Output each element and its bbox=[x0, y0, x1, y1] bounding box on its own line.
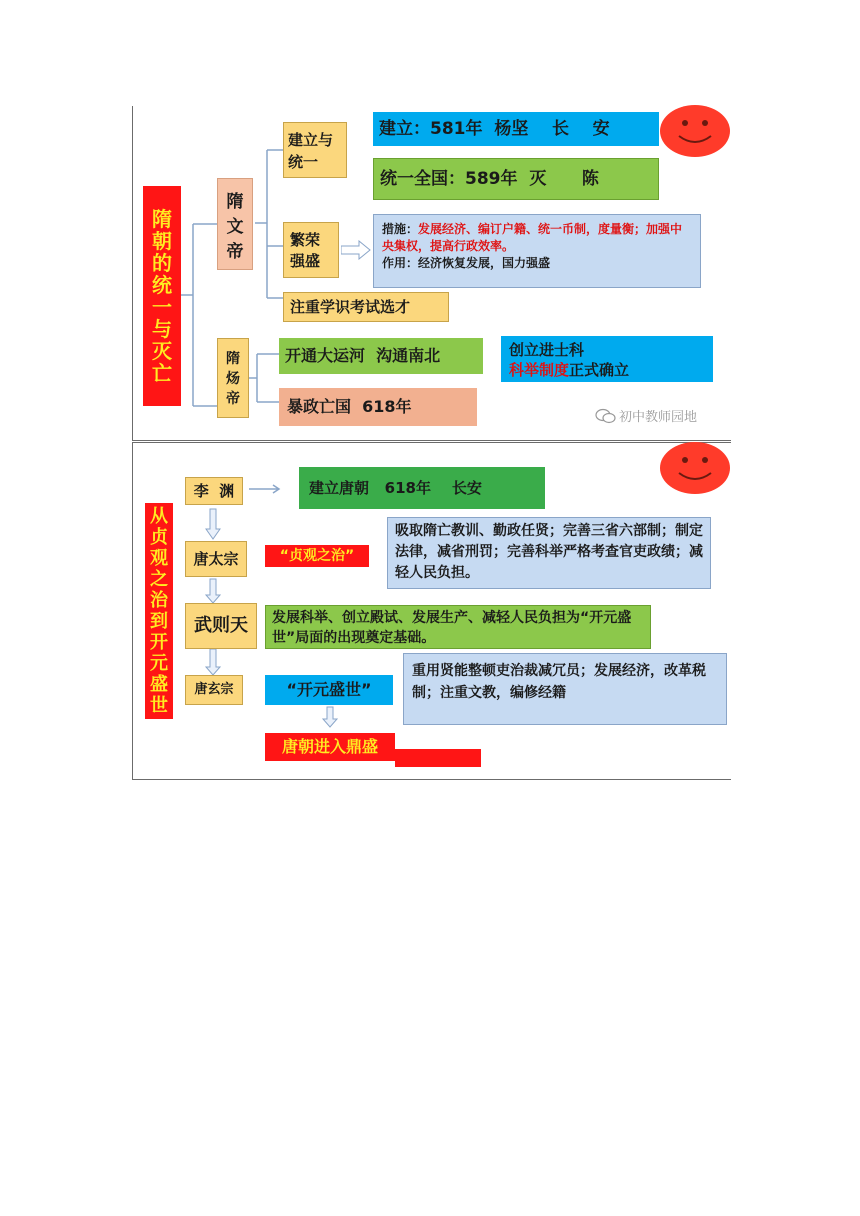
effect-text: 作用：经济恢复发展，国力强盛 bbox=[382, 256, 551, 270]
smiley-face-icon bbox=[657, 104, 731, 160]
keju-rest: 正式确立 bbox=[569, 361, 630, 379]
sui-panel bbox=[132, 106, 731, 441]
zhenguan-label: “贞观之治” bbox=[265, 545, 369, 567]
wuzetian-label: 武则天 bbox=[185, 603, 257, 649]
down-arrow-icon bbox=[206, 649, 220, 675]
unify-detail: 统一全国：589年 灭 陈 bbox=[373, 158, 659, 200]
measures-box bbox=[373, 214, 701, 288]
down-arrow-icon bbox=[323, 707, 337, 727]
yangdi-char: 炀 bbox=[226, 371, 240, 387]
tang-title-char: 到 bbox=[150, 611, 168, 632]
keju-red: 科举制度 bbox=[509, 361, 570, 379]
wechat-icon bbox=[595, 408, 617, 424]
watermark-text: 初中教师园地 bbox=[619, 410, 698, 425]
tyranny-label: 暴政亡国 618年 bbox=[279, 388, 477, 426]
sui-title-char: 亡 bbox=[152, 361, 172, 385]
taizong-label: 唐太宗 bbox=[185, 541, 247, 577]
prosper-label: 繁荣强盛 bbox=[283, 222, 339, 278]
canal-label: 开通大运河 沟通南北 bbox=[279, 338, 483, 374]
tang-title-char: 观 bbox=[150, 548, 168, 569]
sui-title-char: 与 bbox=[152, 317, 172, 341]
xuanzong-detail: 重用贤能整顿吏治裁减冗员；发展经济，改革税制；注重文教，编修经籍 bbox=[403, 653, 727, 725]
tang-panel bbox=[132, 442, 731, 780]
keju-line1: 创立进士科 bbox=[509, 341, 585, 359]
wendi-label bbox=[217, 178, 253, 270]
down-arrow-icon bbox=[206, 579, 220, 603]
establish-detail: 建立：581年 杨坚 长 安 bbox=[373, 112, 659, 146]
wuzetian-detail: 发展科举、创立殿试、发展生产、减轻人民负担为“开元盛世”局面的出现奠定基础。 bbox=[265, 605, 651, 649]
red-bar bbox=[395, 749, 481, 767]
wendi-char: 隋 bbox=[226, 191, 244, 212]
exam-label: 注重学识考试选才 bbox=[283, 292, 449, 322]
tang-title-char: 世 bbox=[150, 695, 168, 716]
down-arrow-icon bbox=[206, 509, 220, 539]
measures-prefix: 措施： bbox=[382, 222, 419, 236]
wendi-char: 文 bbox=[226, 216, 244, 237]
liyuan-detail: 建立唐朝 618年 长安 bbox=[299, 467, 545, 509]
tang-title-char: 之 bbox=[150, 569, 168, 590]
sui-title-char: 灭 bbox=[152, 339, 172, 363]
sui-title-char: 一 bbox=[152, 295, 172, 319]
taizong-detail: 吸取隋亡教训、勤政任贤；完善三省六部制；制定法律，减省刑罚；完善科举严格考查官吏政绩；减轻人民负担。 bbox=[387, 517, 711, 589]
sui-title-char: 朝 bbox=[152, 229, 172, 253]
sui-title-char: 的 bbox=[152, 251, 172, 275]
right-arrow-icon bbox=[249, 485, 279, 493]
tang-title-char: 盛 bbox=[150, 674, 168, 695]
dingsheng-label: 唐朝进入鼎盛 bbox=[265, 733, 395, 761]
kaiyuan-label: “开元盛世” bbox=[265, 675, 393, 705]
tang-title-char: 从 bbox=[150, 506, 168, 527]
right-arrow-icon bbox=[341, 240, 371, 260]
measures-text: 发展经济、编订户籍、统一币制，度量衡；加强中央集权，提高行政效率。 bbox=[382, 222, 683, 253]
sui-title bbox=[143, 186, 181, 406]
wendi-char: 帝 bbox=[226, 241, 244, 262]
watermark bbox=[595, 406, 697, 425]
tang-title-char: 贞 bbox=[150, 527, 168, 548]
sui-title-char: 统 bbox=[152, 273, 172, 297]
yangdi-char: 隋 bbox=[226, 351, 240, 367]
yangdi-char: 帝 bbox=[226, 391, 240, 407]
sui-title-char: 隋 bbox=[152, 207, 172, 231]
keju-box bbox=[501, 336, 713, 382]
yangdi-label bbox=[217, 338, 249, 418]
liyuan-label: 李 渊 bbox=[185, 477, 243, 505]
xuanzong-label: 唐玄宗 bbox=[185, 675, 243, 705]
tang-title-char: 开 bbox=[150, 632, 168, 653]
smiley-face-icon bbox=[657, 441, 731, 497]
tang-title-char: 元 bbox=[150, 653, 168, 674]
establish-label: 建立与统一 bbox=[283, 122, 347, 178]
tang-title-char: 治 bbox=[150, 590, 168, 611]
